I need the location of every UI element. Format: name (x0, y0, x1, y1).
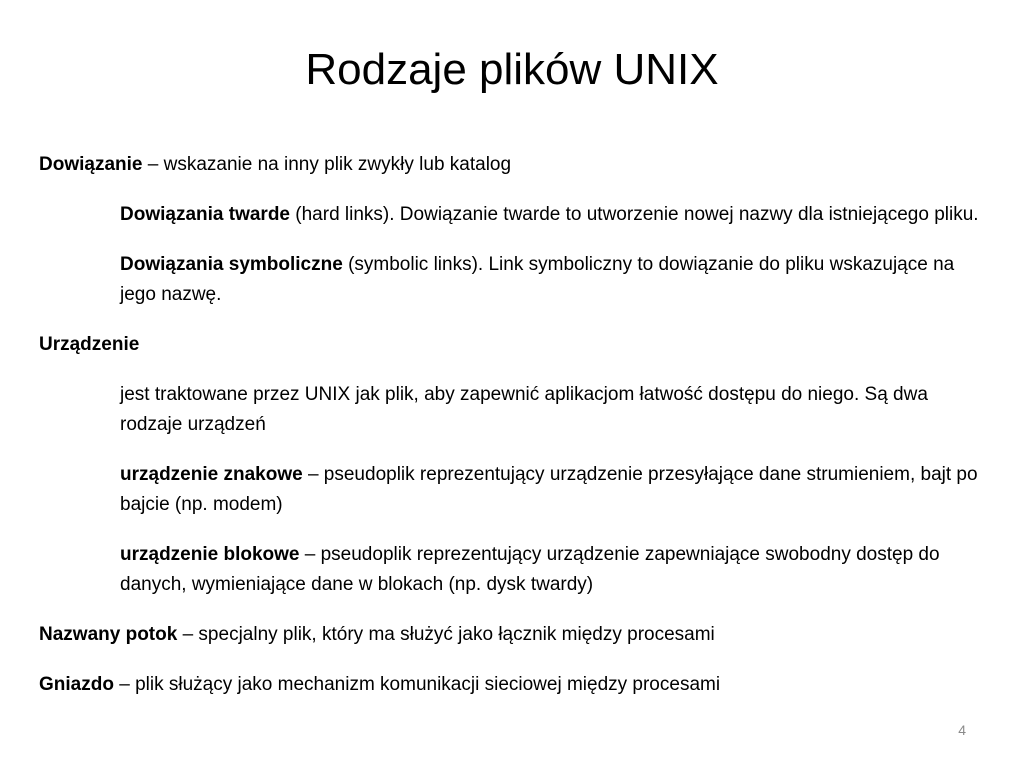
item-term: Dowiązania symboliczne (120, 254, 343, 275)
item-term: Urządzenie (39, 334, 140, 355)
item-urzadzenie-znakowe (120, 460, 989, 520)
item-urzadzenie-blokowe (120, 540, 989, 600)
item-term: urządzenie znakowe (120, 464, 303, 485)
item-text: – pseudoplik reprezentujący urządzenie przesyłające dane strumieniem, bajt po bajcie (np. modem) (120, 464, 978, 515)
item-term: Dowiązania twarde (120, 204, 290, 225)
item-dowiazania-twarde (120, 200, 989, 230)
item-urzadzenie (39, 330, 989, 360)
slide-title: Rodzaje plików UNIX (305, 45, 719, 94)
item-term: Nazwany potok (39, 624, 178, 645)
item-text: – wskazanie na inny plik zwykły lub katalog (142, 154, 512, 175)
item-nazwany-potok (39, 620, 989, 650)
item-text: – specjalny plik, który ma służyć jako łącznik między procesami (177, 624, 715, 645)
item-term: Gniazdo (39, 674, 114, 695)
item-text: (symbolic links). Link symboliczny to dowiązanie do pliku wskazujące na jego nazwę. (120, 254, 955, 305)
item-urzadzenie-opis (120, 380, 989, 440)
slide-content (39, 150, 989, 720)
item-text: – plik służący jako mechanizm komunikacji sieciowej między procesami (113, 674, 721, 695)
item-text: (hard links). Dowiązanie twarde to utworzenie nowej nazwy dla istniejącego pliku. (290, 204, 979, 225)
item-dowiazanie (39, 150, 989, 180)
slide-number: 4 (958, 722, 966, 738)
item-dowiazania-symboliczne (120, 250, 989, 310)
item-term: urządzenie blokowe (120, 544, 300, 565)
item-text: – pseudoplik reprezentujący urządzenie zapewniające swobodny dostęp do danych, wymieniające dane w blokach (np. dysk twardy) (120, 544, 940, 595)
item-gniazdo (39, 670, 989, 700)
item-term: Dowiązanie (39, 154, 143, 175)
item-text: jest traktowane przez UNIX jak plik, aby zapewnić aplikacjom łatwość dostępu do niego. Są dwa rodzaje urządzeń (120, 384, 928, 435)
